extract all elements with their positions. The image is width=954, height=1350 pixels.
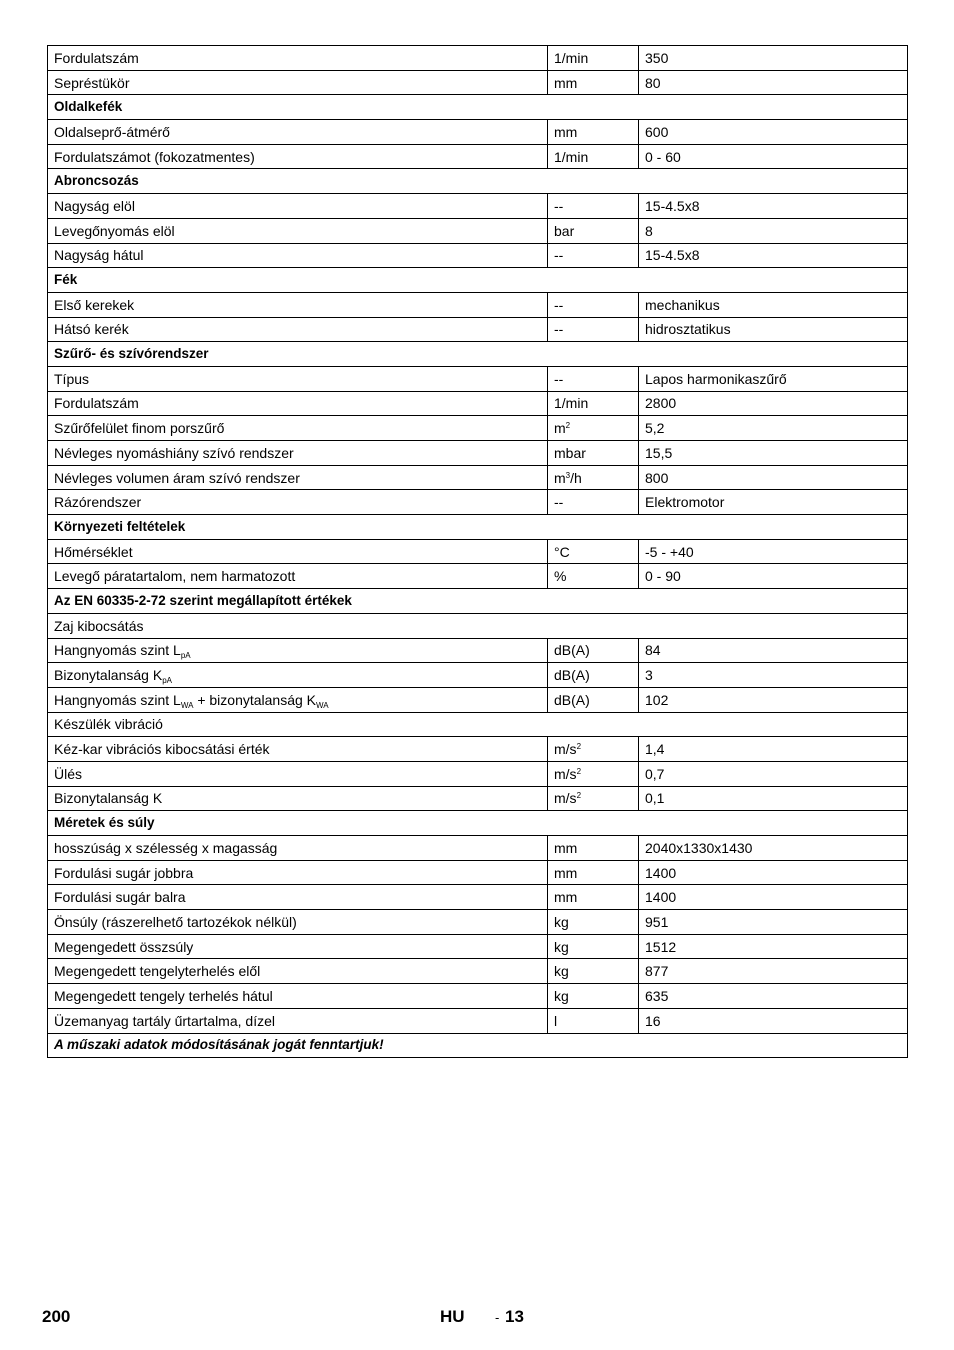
page-number: 200 <box>42 1307 71 1326</box>
table-row <box>48 416 908 441</box>
unit-label: mm <box>554 864 578 881</box>
value-cell: 1,4 <box>639 737 908 762</box>
section-title: Az EN 60335-2-72 szerint megállapított értékek <box>48 589 908 614</box>
unit-cell <box>548 46 639 71</box>
value-cell: 1400 <box>639 885 908 910</box>
unit-cell <box>548 317 639 342</box>
technical-data-body <box>48 46 908 1058</box>
parameter-label: Megengedett tengelyterhelés elől <box>54 963 261 980</box>
subheader-text: Készülék vibráció <box>48 712 908 737</box>
unit-label: 1/min <box>554 395 589 412</box>
value-cell: 80 <box>639 70 908 95</box>
value-cell: 600 <box>639 120 908 145</box>
table-row <box>48 885 908 910</box>
value-cell: -5 - +40 <box>639 539 908 564</box>
unit-label: mm <box>554 74 578 91</box>
unit-cell <box>548 194 639 219</box>
value-cell: 1512 <box>639 934 908 959</box>
table-row <box>48 836 908 861</box>
parameter-cell <box>48 292 548 317</box>
unit-label: -- <box>554 296 564 313</box>
unit-label: 1/min <box>554 148 589 165</box>
table-row <box>48 120 908 145</box>
value-cell: 15,5 <box>639 441 908 466</box>
footer-dash: - <box>495 1310 500 1325</box>
section-title: Környezeti feltételek <box>48 515 908 540</box>
parameter-cell <box>48 391 548 416</box>
unit-label: kg <box>554 987 569 1004</box>
parameter-cell <box>48 934 548 959</box>
unit-cell <box>548 687 639 712</box>
parameter-cell <box>48 687 548 712</box>
table-row <box>48 243 908 268</box>
table-row <box>48 218 908 243</box>
parameter-cell <box>48 317 548 342</box>
unit-cell <box>548 292 639 317</box>
parameter-label-cont: + bizonytalanság K <box>193 691 317 708</box>
parameter-cell <box>48 860 548 885</box>
value-cell: 877 <box>639 959 908 984</box>
unit-cell <box>548 70 639 95</box>
value-cell: 0 - 90 <box>639 564 908 589</box>
unit-label: mm <box>554 123 578 140</box>
unit-label: bar <box>554 222 575 239</box>
unit-label: mbar <box>554 444 586 461</box>
unit-cell <box>548 490 639 515</box>
unit-label: kg <box>554 913 569 930</box>
parameter-cell <box>48 366 548 391</box>
table-row <box>48 638 908 663</box>
unit-label: dB(A) <box>554 667 590 684</box>
parameter-cell <box>48 885 548 910</box>
parameter-label: Szűrőfelület finom porszűrő <box>54 420 225 437</box>
value-cell: mechanikus <box>639 292 908 317</box>
unit-label: m <box>554 469 566 486</box>
unit-cell <box>548 416 639 441</box>
section-header-row <box>48 811 908 836</box>
unit-cell <box>548 959 639 984</box>
value-cell: 84 <box>639 638 908 663</box>
value-cell: 800 <box>639 465 908 490</box>
unit-cell <box>548 144 639 169</box>
table-row <box>48 737 908 762</box>
parameter-subscript: WA <box>180 700 194 710</box>
parameter-cell <box>48 786 548 811</box>
unit-label: dB(A) <box>554 691 590 708</box>
section-header-row <box>48 95 908 120</box>
table-row <box>48 860 908 885</box>
unit-cell <box>548 539 639 564</box>
parameter-cell <box>48 70 548 95</box>
parameter-cell <box>48 910 548 935</box>
parameter-cell <box>48 46 548 71</box>
unit-superscript: 3 <box>565 470 571 480</box>
unit-superscript: 2 <box>576 791 582 801</box>
value-cell: Lapos harmonikaszűrő <box>639 366 908 391</box>
parameter-label: Nagyság elöl <box>54 197 135 214</box>
parameter-label: Megengedett összsúly <box>54 938 194 955</box>
value-cell: 635 <box>639 984 908 1009</box>
parameter-label: Fordulatszámot (fokozatmentes) <box>54 148 255 165</box>
parameter-label: Fordulási sugár balra <box>54 889 186 906</box>
unit-cell <box>548 984 639 1009</box>
table-row <box>48 292 908 317</box>
unit-label: kg <box>554 963 569 980</box>
unit-label: -- <box>554 321 564 338</box>
parameter-label: Bizonytalanság K <box>54 790 163 807</box>
unit-superscript: 2 <box>576 766 582 776</box>
unit-cell <box>548 391 639 416</box>
section-header-row <box>48 342 908 367</box>
table-row <box>48 934 908 959</box>
table-row <box>48 490 908 515</box>
parameter-cell <box>48 836 548 861</box>
unit-label: mm <box>554 839 578 856</box>
parameter-label: Hőmérséklet <box>54 543 133 560</box>
value-cell: 2040x1330x1430 <box>639 836 908 861</box>
unit-cell <box>548 465 639 490</box>
section-header-row <box>48 589 908 614</box>
table-row <box>48 391 908 416</box>
parameter-label: Hátsó kerék <box>54 321 129 338</box>
technical-data-table <box>47 45 908 1058</box>
table-row <box>48 144 908 169</box>
parameter-cell <box>48 490 548 515</box>
value-cell: 350 <box>639 46 908 71</box>
unit-cell <box>548 934 639 959</box>
footnote-row <box>48 1033 908 1058</box>
parameter-label: Bizonytalanság K <box>54 667 163 684</box>
subheader-row <box>48 712 908 737</box>
unit-label: m/s <box>554 765 577 782</box>
unit-label: kg <box>554 938 569 955</box>
parameter-label: Hangnyomás szint L <box>54 642 181 659</box>
unit-label: -- <box>554 197 564 214</box>
section-header-row <box>48 169 908 194</box>
unit-label: dB(A) <box>554 642 590 659</box>
parameter-cell <box>48 1008 548 1033</box>
parameter-cell <box>48 218 548 243</box>
unit-cell <box>548 885 639 910</box>
parameter-cell <box>48 120 548 145</box>
parameter-label: hosszúság x szélesség x magasság <box>54 839 278 856</box>
unit-label: % <box>554 568 567 585</box>
unit-label: m/s <box>554 790 577 807</box>
unit-superscript: 2 <box>576 742 582 752</box>
unit-cell <box>548 120 639 145</box>
table-row <box>48 1008 908 1033</box>
parameter-label: Kéz-kar vibrációs kibocsátási érték <box>54 741 270 758</box>
parameter-cell <box>48 144 548 169</box>
table-row <box>48 761 908 786</box>
unit-cell <box>548 786 639 811</box>
parameter-label: Rázórendszer <box>54 494 142 511</box>
parameter-label: Sepréstükör <box>54 74 130 91</box>
unit-label: -- <box>554 494 564 511</box>
parameter-label: Típus <box>54 370 90 387</box>
unit-cell <box>548 638 639 663</box>
unit-label: 1/min <box>554 49 589 66</box>
unit-cell <box>548 1008 639 1033</box>
unit-label: m/s <box>554 741 577 758</box>
unit-cell <box>548 836 639 861</box>
parameter-label: Levegőnyomás elöl <box>54 222 175 239</box>
unit-cell <box>548 663 639 688</box>
parameter-label: Nagyság hátul <box>54 247 144 264</box>
parameter-label: Névleges volumen áram szívó rendszer <box>54 469 300 486</box>
section-title: Fék <box>48 268 908 293</box>
parameter-label: Névleges nyomáshiány szívó rendszer <box>54 444 294 461</box>
table-row <box>48 910 908 935</box>
value-cell: 0 - 60 <box>639 144 908 169</box>
parameter-label: Hangnyomás szint L <box>54 691 181 708</box>
table-row <box>48 663 908 688</box>
value-cell: 15-4.5x8 <box>639 194 908 219</box>
parameter-label: Fordulatszám <box>54 395 139 412</box>
table-row <box>48 539 908 564</box>
parameter-cell <box>48 465 548 490</box>
section-header-row <box>48 268 908 293</box>
value-cell: 951 <box>639 910 908 935</box>
table-row <box>48 46 908 71</box>
parameter-subscript: pA <box>162 676 172 686</box>
table-row <box>48 687 908 712</box>
table-row <box>48 317 908 342</box>
parameter-label: Üzemanyag tartály űrtartalma, dízel <box>54 1012 275 1029</box>
value-cell: 15-4.5x8 <box>639 243 908 268</box>
unit-label-tail: /h <box>570 469 582 486</box>
unit-cell <box>548 564 639 589</box>
table-row <box>48 786 908 811</box>
parameter-cell <box>48 959 548 984</box>
parameter-label: Megengedett tengely terhelés hátul <box>54 987 273 1004</box>
parameter-label: Fordulatszám <box>54 49 139 66</box>
value-cell: 102 <box>639 687 908 712</box>
language-code: HU <box>440 1307 465 1326</box>
value-cell: 16 <box>639 1008 908 1033</box>
unit-label: m <box>554 420 566 437</box>
parameter-cell <box>48 194 548 219</box>
parameter-label: Első kerekek <box>54 296 135 313</box>
value-cell: hidrosztatikus <box>639 317 908 342</box>
unit-label: °C <box>554 543 570 560</box>
value-cell: 1400 <box>639 860 908 885</box>
table-row <box>48 984 908 1009</box>
parameter-cell <box>48 761 548 786</box>
section-title: Abroncsozás <box>48 169 908 194</box>
parameter-cell <box>48 416 548 441</box>
unit-superscript: 2 <box>565 421 571 431</box>
parameter-label: Ülés <box>54 765 83 782</box>
unit-label: -- <box>554 370 564 387</box>
parameter-label: Levegő páratartalom, nem harmatozott <box>54 568 296 585</box>
section-title: Szűrő- és szívórendszer <box>48 342 908 367</box>
value-cell: 5,2 <box>639 416 908 441</box>
parameter-label: Önsúly (rászerelhető tartozékok nélkül) <box>54 913 297 930</box>
unit-cell <box>548 910 639 935</box>
unit-cell <box>548 441 639 466</box>
parameter-label: Fordulási sugár jobbra <box>54 864 194 881</box>
parameter-cell <box>48 539 548 564</box>
parameter-cell <box>48 984 548 1009</box>
parameter-cell <box>48 663 548 688</box>
parameter-subscript: pA <box>180 651 191 661</box>
unit-label: mm <box>554 889 578 906</box>
table-row <box>48 465 908 490</box>
subheader-text: Zaj kibocsátás <box>48 613 908 638</box>
unit-cell <box>548 860 639 885</box>
unit-label: -- <box>554 247 564 264</box>
parameter-cell <box>48 564 548 589</box>
table-row <box>48 564 908 589</box>
parameter-cell <box>48 441 548 466</box>
value-cell: 8 <box>639 218 908 243</box>
parameter-label: Oldalseprő-átmérő <box>54 123 170 140</box>
parameter-cell <box>48 737 548 762</box>
unit-cell <box>548 243 639 268</box>
section-title: Oldalkefék <box>48 95 908 120</box>
table-row <box>48 959 908 984</box>
parameter-cell <box>48 638 548 663</box>
unit-label: l <box>554 1012 558 1029</box>
value-cell: 3 <box>639 663 908 688</box>
value-cell: 2800 <box>639 391 908 416</box>
table-row <box>48 194 908 219</box>
unit-cell <box>548 737 639 762</box>
section-title: Méretek és súly <box>48 811 908 836</box>
parameter-subscript: WA <box>316 700 329 710</box>
value-cell: 0,7 <box>639 761 908 786</box>
sub-page-number: 13 <box>505 1307 524 1326</box>
unit-cell <box>548 366 639 391</box>
parameter-cell <box>48 243 548 268</box>
unit-cell <box>548 218 639 243</box>
footnote-text: A műszaki adatok módosításának jogát fenntartjuk! <box>48 1033 908 1058</box>
table-row <box>48 441 908 466</box>
table-row <box>48 70 908 95</box>
table-row <box>48 366 908 391</box>
value-cell: 0,1 <box>639 786 908 811</box>
value-cell: Elektromotor <box>639 490 908 515</box>
subheader-row <box>48 613 908 638</box>
section-header-row <box>48 515 908 540</box>
unit-cell <box>548 761 639 786</box>
